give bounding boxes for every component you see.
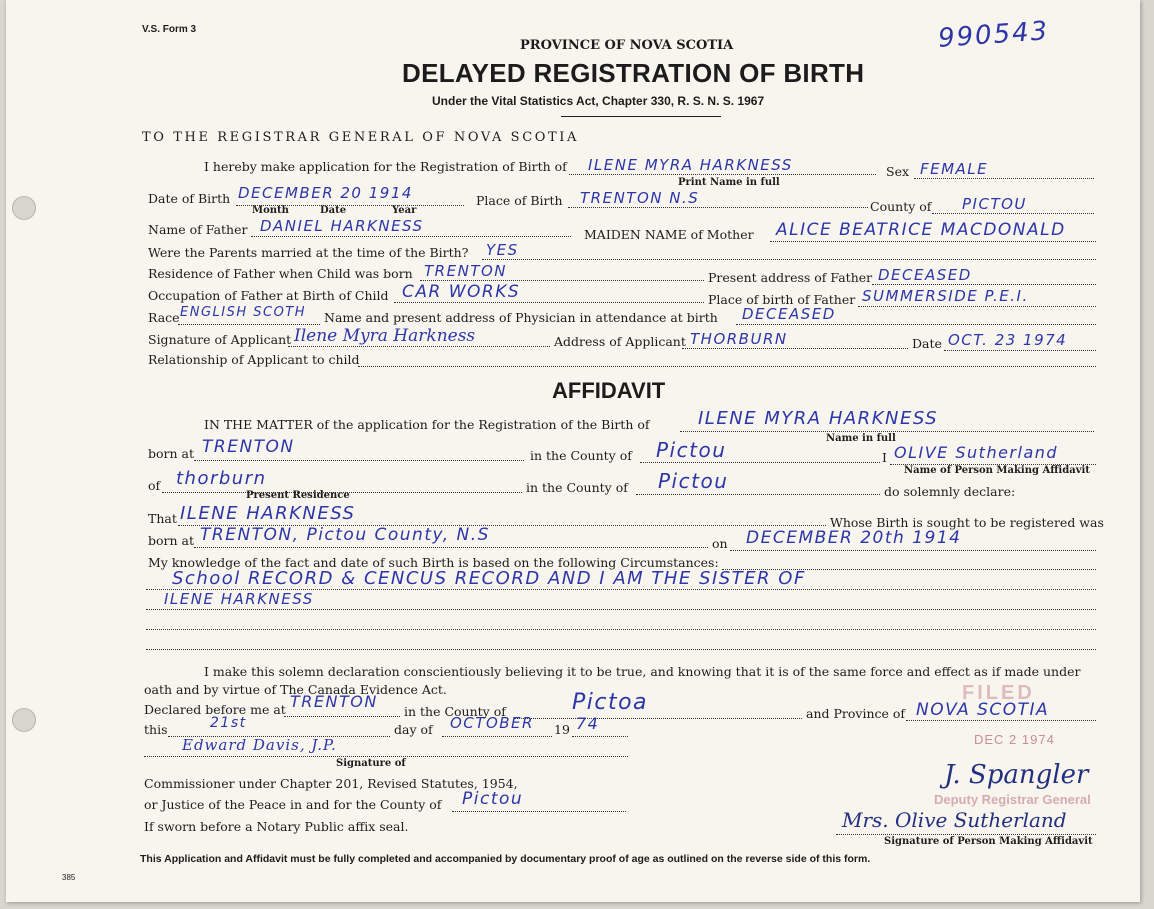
addressee: TO THE REGISTRAR GENERAL OF NOVA SCOTIA — [142, 130, 579, 145]
father-birthplace-label: Place of birth of Father — [708, 292, 856, 307]
date-caption: Date — [320, 205, 347, 216]
declaration-line-2: oath and by virtue of The Canada Evidence Act. — [144, 682, 447, 697]
applicant-signature: Ilene Myra Harkness — [294, 326, 476, 346]
notary-line: If sworn before a Notary Public affix seal. — [144, 819, 409, 834]
form-number: V.S. Form 3 — [142, 24, 197, 35]
child-name-value: ILENE MYRA HARKNESS — [588, 156, 793, 174]
born-at-label: born at — [148, 446, 195, 461]
race-label: Race — [148, 310, 180, 325]
solemnly-label: do solemnly declare: — [884, 484, 1016, 499]
filed-stamp: FILED — [962, 682, 1035, 704]
residence-father-value: TRENTON — [424, 262, 507, 280]
justice-label: or Justice of the Peace in and for the County of — [144, 797, 442, 812]
county1-value: Pictou — [656, 438, 727, 462]
registrar-signature: J. Spangler — [944, 760, 1089, 790]
physician-label: Name and present address of Physician in attendance at birth — [324, 310, 718, 325]
month-caption: Month — [252, 205, 289, 216]
declared-label: Declared before me at — [144, 702, 286, 717]
province-label: and Province of — [806, 706, 906, 721]
pob-label: Place of Birth — [476, 193, 563, 208]
birth-registration-form — [6, 0, 1140, 902]
county3-label: in the County of — [404, 704, 506, 719]
that-label: That — [148, 511, 177, 526]
circumstance-line-2: ILENE HARKNESS — [164, 590, 314, 608]
county2-value: Pictou — [658, 469, 729, 493]
county-label: County of — [870, 199, 932, 214]
signature-of-caption: Signature of — [336, 758, 406, 769]
mother-label: MAIDEN NAME of Mother — [584, 227, 754, 242]
physician-value: DECEASED — [742, 305, 836, 323]
sex-label: Sex — [886, 164, 910, 179]
in-county-label: in the County of — [530, 448, 632, 463]
sex-value: FEMALE — [920, 160, 989, 178]
declarant-sig-caption: Signature of Person Making Affidavit — [884, 836, 1093, 847]
mother-value: ALICE BEATRICE MACDONALD — [776, 220, 1066, 240]
present-father-label: Present address of Father — [708, 270, 873, 285]
intro-label: I hereby make application for the Registration of Birth of — [204, 159, 567, 174]
born-at2-value: TRENTON, Pictou County, N.S — [200, 525, 490, 545]
form-title: DELAYED REGISTRATION OF BIRTH — [402, 58, 865, 88]
on-label: on — [712, 536, 728, 551]
matter-label: IN THE MATTER of the application for the Registration of the Birth of — [204, 417, 650, 432]
registration-number: 990543 — [937, 16, 1051, 54]
residence-caption: Present Residence — [246, 490, 350, 501]
justice-county-value: Pictou — [462, 789, 524, 809]
married-value: YES — [486, 241, 519, 259]
of-label: of — [148, 478, 161, 493]
i-label: I — [882, 450, 887, 465]
affidavit-heading: AFFIDAVIT — [552, 378, 666, 403]
declarant-value: OLIVE Sutherland — [894, 443, 1059, 462]
stamp-date: DEC 2 1974 — [974, 732, 1055, 747]
occupation-value: CAR WORKS — [402, 282, 521, 302]
day-label: day of — [394, 722, 433, 737]
county3-value: Pictoa — [572, 690, 649, 715]
print-code: 385 — [62, 873, 76, 882]
residence-father-label: Residence of Father when Child was born — [148, 266, 413, 281]
in-county-label-2: in the County of — [526, 480, 628, 495]
date-label: Date — [912, 336, 942, 351]
dob-value: DECEMBER 20 1914 — [238, 184, 413, 202]
residence-value: thorburn — [176, 468, 267, 489]
year-prefix: 19 — [554, 722, 570, 737]
race-value: ENGLISH SCOTH — [180, 305, 307, 320]
punch-hole — [12, 708, 36, 732]
present-father-value: DECEASED — [878, 266, 972, 284]
father-label: Name of Father — [148, 222, 248, 237]
footer-notice: This Application and Affidavit must be fully completed and accompanied by documentary proof of age as outlined on the reverse side of this form. — [140, 853, 871, 865]
declarant-signature: Mrs. Olive Sutherland — [842, 808, 1067, 832]
married-label: Were the Parents married at the time of the Birth? — [148, 245, 469, 260]
applicant-address-label: Address of Applicant — [554, 334, 686, 349]
declared-value: TRENTON — [290, 692, 378, 711]
name-caption: Print Name in full — [678, 177, 780, 188]
date-value: OCT. 23 1974 — [948, 331, 1068, 349]
this-label: this — [144, 722, 168, 737]
born-at-value: TRENTON — [202, 437, 295, 457]
occupation-label: Occupation of Father at Birth of Child — [148, 288, 389, 303]
father-birthplace-value: SUMMERSIDE P.E.I. — [862, 287, 1029, 305]
province-value: NOVA SCOTIA — [916, 700, 1050, 720]
circumstance-line-1: School RECORD & CENCUS RECORD AND I AM THE SISTER OF — [172, 568, 806, 589]
year-caption: Year — [392, 205, 417, 216]
declaration-line-1: I make this solemn declaration conscientiously believing it to be true, and knowing that it is of the same force and effect as if made under — [204, 664, 1081, 679]
whose-birth-label: Whose Birth is sought to be registered was — [830, 515, 1104, 530]
father-value: DANIEL HARKNESS — [260, 217, 424, 235]
form-subtitle: Under the Vital Statistics Act, Chapter 330, R. S. N. S. 1967 — [432, 94, 765, 108]
applicant-address-value: THORBURN — [690, 330, 788, 348]
that-value: ILENE HARKNESS — [180, 503, 356, 524]
day-value: 21st — [210, 715, 247, 731]
knowledge-label: My knowledge of the fact and date of such Birth is based on the following Circumstances: — [148, 555, 719, 570]
month-value: OCTOBER — [450, 714, 534, 732]
on-value: DECEMBER 20th 1914 — [746, 528, 962, 548]
dob-label: Date of Birth — [148, 191, 231, 206]
year-value: 74 — [576, 714, 600, 733]
registrar-title: Deputy Registrar General — [934, 792, 1091, 807]
born-at2-label: born at — [148, 533, 195, 548]
commissioner-line: Commissioner under Chapter 201, Revised Statutes, 1954, — [144, 776, 518, 791]
relationship-label: Relationship of Applicant to child — [148, 352, 360, 367]
declarant-caption: Name of Person Making Affidavit — [904, 465, 1090, 476]
matter-value: ILENE MYRA HARKNESS — [698, 408, 939, 429]
province-heading: PROVINCE OF NOVA SCOTIA — [520, 38, 734, 53]
county-value: PICTOU — [962, 195, 1027, 213]
applicant-sig-label: Signature of Applicant — [148, 332, 292, 347]
matter-caption: Name in full — [826, 433, 896, 444]
pob-value: TRENTON N.S — [580, 189, 700, 207]
commissioner-signature: Edward Davis, J.P. — [182, 736, 337, 754]
punch-hole — [12, 196, 36, 220]
